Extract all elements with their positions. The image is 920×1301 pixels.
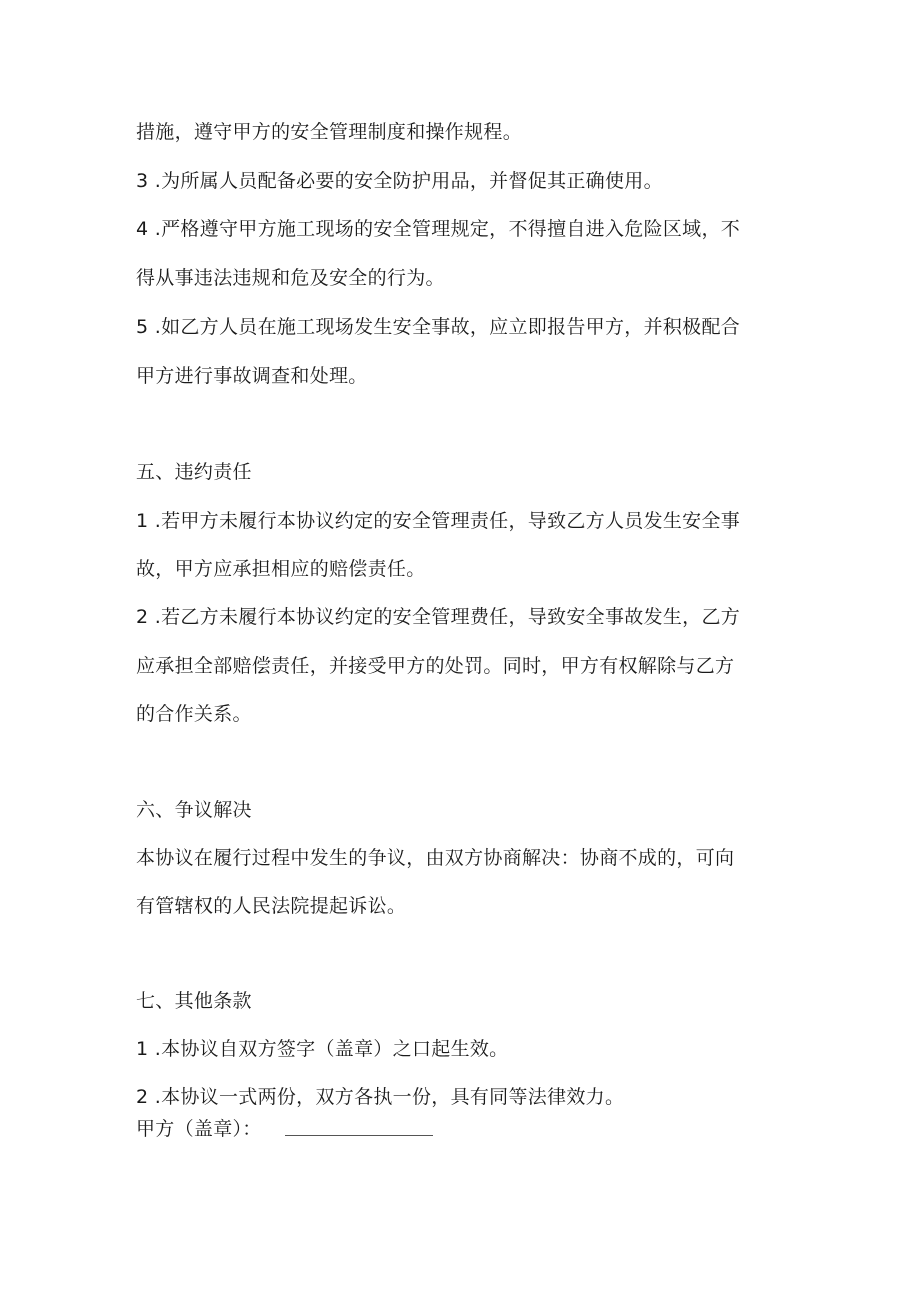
clause-5-2: 2 .若乙方未履行本协议约定的安全管理费任，导致安全事故发生，乙方: [136, 606, 741, 628]
paragraph-line: 有管辖权的人民法院提起诉讼。: [136, 895, 407, 917]
clause-5-1: 1 .若甲方未履行本协议约定的安全管理责任，导致乙方人员发生安全事: [136, 510, 741, 532]
paragraph-line: 得从事违法违规和危及安全的行为。: [136, 267, 445, 289]
section-heading-6: 六、争议解决: [136, 799, 252, 821]
clause-4-5: 5 .如乙方人员在施工现场发生安全事故，应立即报告甲方，并积极配合: [136, 316, 741, 338]
section-heading-7: 七、其他条款: [136, 990, 252, 1012]
paragraph-line: 的合作关系。: [136, 703, 252, 725]
paragraph-line: 应承担全部赔偿责任，并接受甲方的处罚。同时，甲方有权解除与乙方: [136, 655, 735, 677]
paragraph-line: 故，甲方应承担相应的赔偿责任。: [136, 558, 426, 580]
paragraph-line: 甲方进行事故调查和处理。: [136, 365, 368, 387]
clause-7-1: 1 .本协议自双方签字（盖章）之口起生效。: [136, 1038, 509, 1060]
section-heading-5: 五、违约责任: [136, 461, 252, 483]
clause-4-4: 4 .严格遵守甲方施工现场的安全管理规定，不得擅自进入危险区域，不: [136, 218, 741, 240]
clause-7-2: 2 .本协议一式两份，双方各执一份，具有同等法律效力。: [136, 1086, 625, 1108]
paragraph-line: 措施，遵守甲方的安全管理制度和操作规程。: [136, 121, 523, 143]
paragraph-line: 本协议在履行过程中发生的争议，由双方协商解决：协商不成的，可向: [136, 847, 735, 869]
party-a-signature-line: [285, 1135, 433, 1136]
party-a-seal-label: 甲方（盖章）：: [136, 1118, 262, 1140]
clause-4-3: 3 .为所属人员配备必要的安全防护用品，并督促其正确使用。: [136, 170, 663, 192]
